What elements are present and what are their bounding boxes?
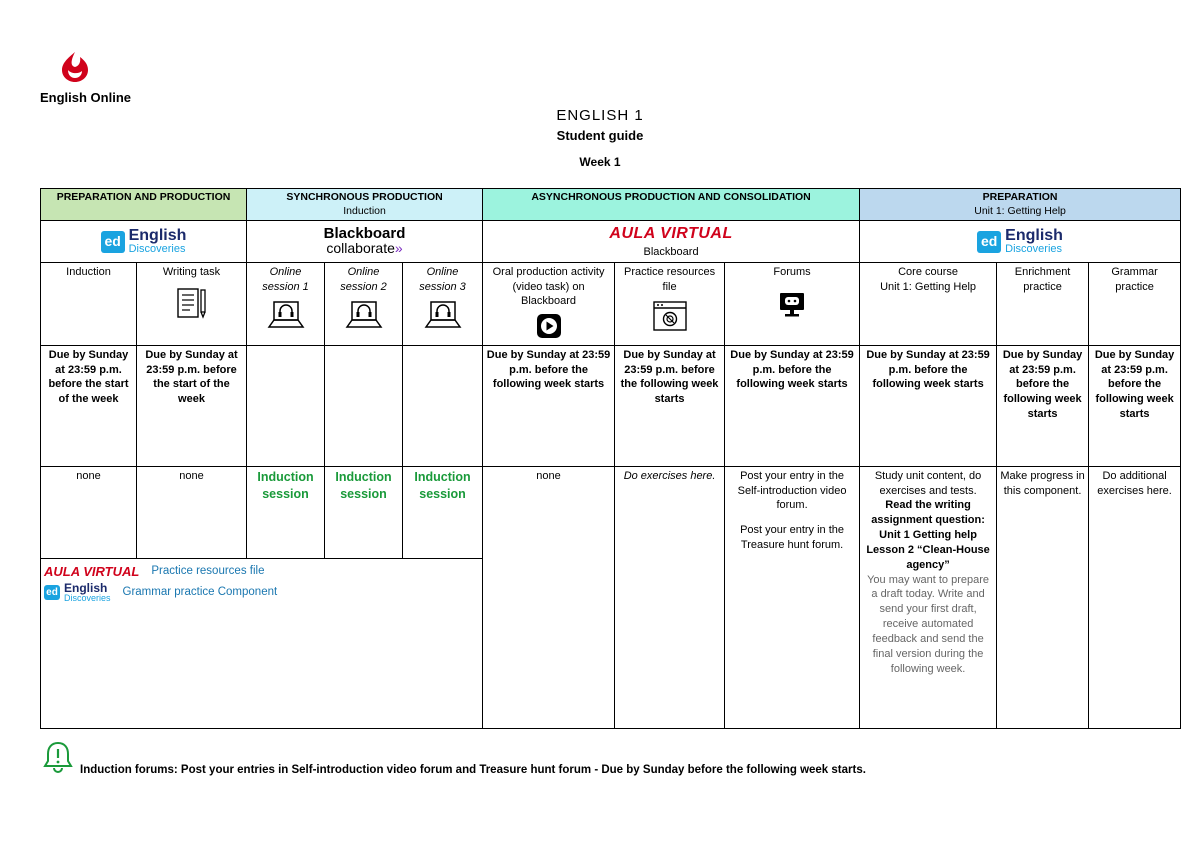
activity-enrichment — [997, 262, 1089, 345]
due-date — [247, 345, 325, 466]
grammar-practice-link[interactable]: Grammar practice Component — [122, 586, 278, 598]
monitor-chat-icon — [777, 290, 807, 320]
ed-logo-icon: ed — [44, 585, 60, 600]
ed-logo-line1: English — [64, 581, 108, 596]
activity-label-2: session 2 — [340, 280, 387, 293]
due-date: Due by Sunday at 23:59 p.m. before the following week starts — [1089, 345, 1181, 466]
section-subtitle: Induction — [343, 204, 386, 217]
core-task-3: You may want to prepare a draft today. Write and send your first draft, receive automated feedback and send the final version during the following week. — [867, 573, 990, 675]
bb-logo-line2: collaborate — [326, 239, 395, 256]
task-enrichment: Make progress in this component. — [997, 466, 1089, 728]
task-core-course — [860, 466, 997, 728]
activity-practice-resources — [615, 262, 725, 345]
due-date: Due by Sunday at 23:59 p.m. before the following week starts — [483, 345, 615, 466]
aula-virtual-text: AULA VIRTUAL — [609, 225, 733, 243]
due-date — [403, 345, 483, 466]
ed-logo-line2: Discoveries — [64, 593, 111, 604]
upc-logo-icon — [58, 50, 92, 84]
activity-online-session-2 — [325, 262, 403, 345]
laptop-headset-icon — [344, 300, 384, 330]
activity-label: Enrichment practice — [1014, 265, 1071, 293]
activity-grammar — [1089, 262, 1181, 345]
task-forums — [725, 466, 860, 728]
activity-label-2: Unit 1: Getting Help — [880, 280, 977, 293]
activity-forums — [725, 262, 860, 345]
forum-task-1: Post your entry in the Self-introduction video forum. — [737, 469, 847, 512]
activity-induction — [41, 262, 137, 345]
section-subtitle: Unit 1: Getting Help — [974, 204, 1066, 217]
task-induction-session-3[interactable]: Induction session — [403, 466, 483, 558]
due-date: Due by Sunday at 23:59 p.m. before the following week starts — [615, 345, 725, 466]
task-writing: none — [137, 466, 247, 558]
org-name: English Online — [40, 90, 132, 105]
activity-label-2: session 3 — [419, 280, 466, 293]
activity-label: Online — [347, 265, 380, 278]
core-task-1: Study unit content, do exercises and tests. — [874, 469, 982, 497]
section-preparation-production — [41, 189, 247, 221]
page-subtitle: Student guide — [556, 128, 644, 143]
section-synchronous — [247, 189, 483, 221]
activity-label: Forums — [773, 265, 811, 278]
task-induction-session-2[interactable]: Induction session — [325, 466, 403, 558]
task-practice: Do exercises here. — [615, 466, 725, 728]
activity-online-session-3 — [403, 262, 483, 345]
laptop-headset-icon — [266, 300, 306, 330]
legend — [41, 558, 483, 728]
section-title: PREPARATION AND PRODUCTION — [56, 191, 231, 203]
aula-virtual-small-logo: AULA VIRTUAL — [44, 563, 140, 579]
laptop-headset-icon — [423, 300, 463, 330]
section-preparation — [860, 189, 1181, 221]
aula-virtual-sub: Blackboard — [643, 245, 699, 258]
activity-writing-task — [137, 262, 247, 345]
ed-logo-icon: ed — [977, 231, 1001, 253]
aula-virtual-logo[interactable] — [483, 221, 860, 262]
blackboard-collaborate-logo[interactable] — [247, 221, 483, 262]
week-label: Week 1 — [579, 155, 621, 169]
activity-label-2: session 1 — [262, 280, 309, 293]
english-discoveries-logo-2[interactable] — [860, 221, 1181, 262]
activity-label: Online — [269, 265, 302, 278]
activity-core-course — [860, 262, 997, 345]
task-grammar: Do additional exercises here. — [1089, 466, 1181, 728]
due-date: Due by Sunday at 23:59 p.m. before the following week starts — [725, 345, 860, 466]
ed-logo-line1: English — [128, 227, 187, 244]
ed-logo-line1: English — [1005, 227, 1063, 244]
bb-chevron-icon: » — [394, 239, 403, 256]
due-date — [325, 345, 403, 466]
english-discoveries-logo[interactable] — [41, 221, 247, 262]
due-date: Due by Sunday at 23:59 p.m. before the following week starts — [860, 345, 997, 466]
section-asynchronous — [483, 189, 860, 221]
activity-label: Practice resources file — [624, 265, 716, 293]
section-title: SYNCHRONOUS PRODUCTION — [286, 191, 443, 203]
activity-online-session-1 — [247, 262, 325, 345]
section-title: ASYNCHRONOUS PRODUCTION AND CONSOLIDATION — [531, 191, 811, 203]
activity-label: Grammar practice — [1111, 265, 1158, 293]
due-date: Due by Sunday at 23:59 p.m. before the start of the week — [41, 345, 137, 466]
ed-logo-line2: Discoveries — [1005, 243, 1063, 255]
core-task-2: Read the writing assignment question: Unit 1 Getting help Lesson 2 “Clean-House agency” — [866, 499, 990, 571]
task-induction: none — [41, 466, 137, 558]
footer-note — [42, 740, 1182, 780]
footer-text: Induction forums: Post your entries in Self-introduction video forum and Treasure hunt forum - Due by Sunday before the following week starts. — [80, 764, 866, 776]
ed-logo-icon: ed — [101, 231, 125, 253]
schedule-table — [40, 188, 1181, 729]
due-date: Due by Sunday at 23:59 p.m. before the following week starts — [997, 345, 1089, 466]
document-pen-icon — [174, 286, 210, 322]
bell-alert-icon — [42, 740, 74, 774]
activity-label: Online — [426, 265, 459, 278]
practice-resources-link[interactable]: Practice resources file — [151, 564, 265, 577]
due-date: Due by Sunday at 23:59 p.m. before the start of the week — [137, 345, 247, 466]
activity-oral-production — [483, 262, 615, 345]
play-button-icon[interactable] — [536, 313, 562, 339]
activity-label: Oral production activity (video task) on Blackboard — [492, 265, 605, 308]
forum-task-2: Post your entry in the Treasure hunt forum. — [740, 524, 845, 552]
task-oral: none — [483, 466, 615, 728]
ed-logo-line2: Discoveries — [128, 243, 186, 255]
task-induction-session-1[interactable]: Induction session — [247, 466, 325, 558]
activity-label: Core course — [898, 265, 959, 278]
activity-label: Writing task — [162, 265, 221, 278]
section-title: PREPARATION — [982, 191, 1058, 203]
ed-small-logo — [44, 582, 111, 603]
activity-label: Induction — [66, 265, 111, 278]
browser-window-icon — [652, 300, 688, 332]
bb-logo-line1: Blackboard — [323, 224, 406, 242]
page-title: ENGLISH 1 — [556, 107, 644, 124]
